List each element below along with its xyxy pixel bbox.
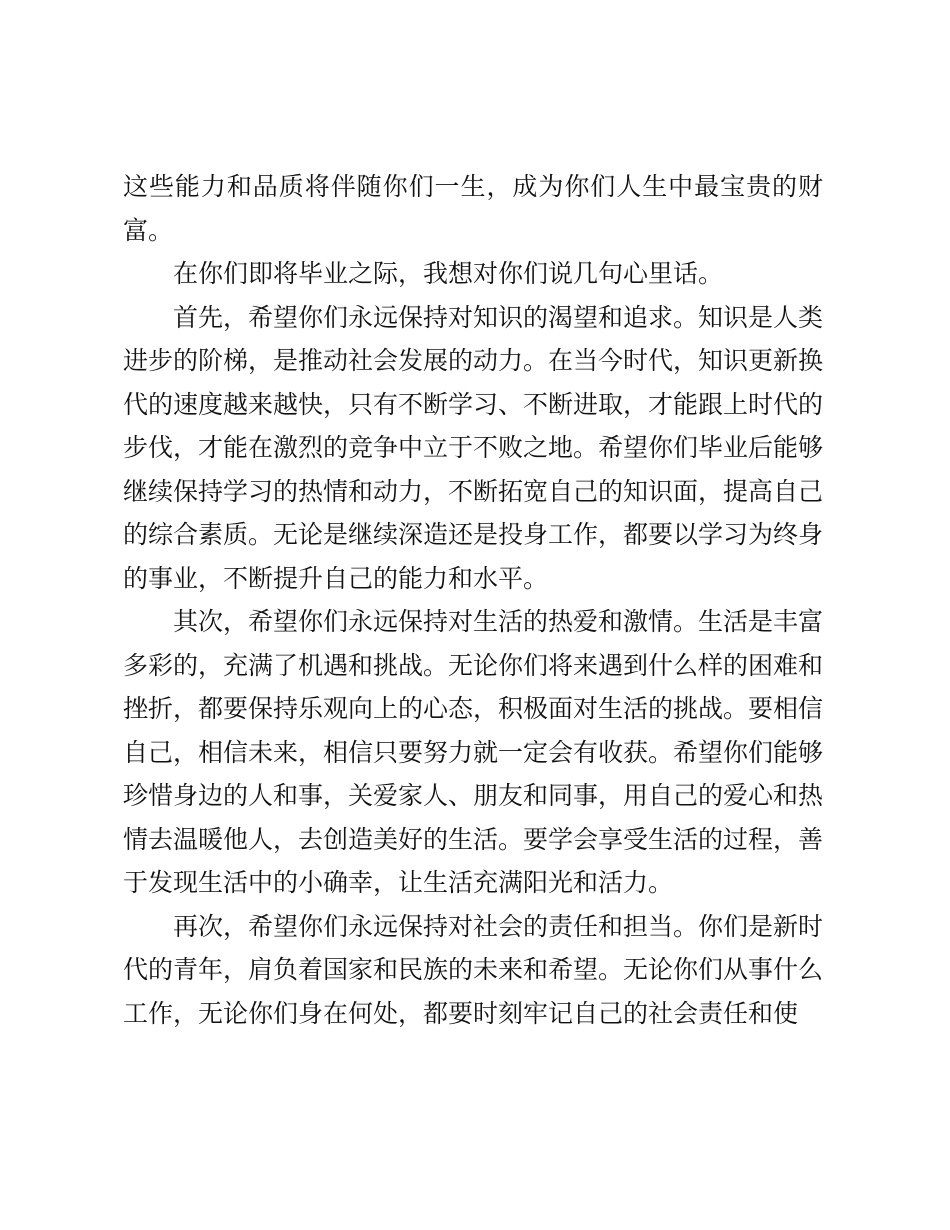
paragraph-intro: 在你们即将毕业之际，我想对你们说几句心里话。	[173, 259, 724, 288]
paragraph-knowledge: 首先，希望你们永远保持对知识的渴望和追求。知识是人类进步的阶梯，是推动社会发展的动力。在当今时代，知识更新换代的速度越来越快，只有不断学习、不断进取，才能跟上时代的步伐，才能在激烈的竞争中立于不败之地。希望你们毕业后能够继续保持学习的热情和动力，不断拓宽自己的知识面，提高自己的综合素质。无论是继续深造还是投身工作，都要以学习为终身的事业，不断提升自己的能力和水平。	[123, 302, 824, 593]
body-text	[123, 165, 823, 1035]
paragraph-responsibility: 再次，希望你们永远保持对社会的责任和担当。你们是新时代的青年，肩负着国家和民族的未来和希望。无论你们从事什么工作，无论你们身在何处，都要时刻牢记自己的社会责任和使	[123, 911, 824, 1028]
paragraph-continuation: 这些能力和品质将伴随你们一生，成为你们人生中最宝贵的财富。	[123, 172, 823, 245]
paragraph-life: 其次，希望你们永远保持对生活的热爱和激情。生活是丰富多彩的，充满了机遇和挑战。无论你们将来遇到什么样的困难和挫折，都要保持乐观向上的心态，积极面对生活的挑战。要相信自己，相信未来，相信只要努力就一定会有收获。希望你们能够珍惜身边的人和事，关爱家人、朋友和同事，用自己的爱心和热情去温暖他人，去创造美好的生活。要学会享受生活的过程，善于发现生活中的小确幸，让生活充满阳光和活力。	[123, 607, 824, 897]
